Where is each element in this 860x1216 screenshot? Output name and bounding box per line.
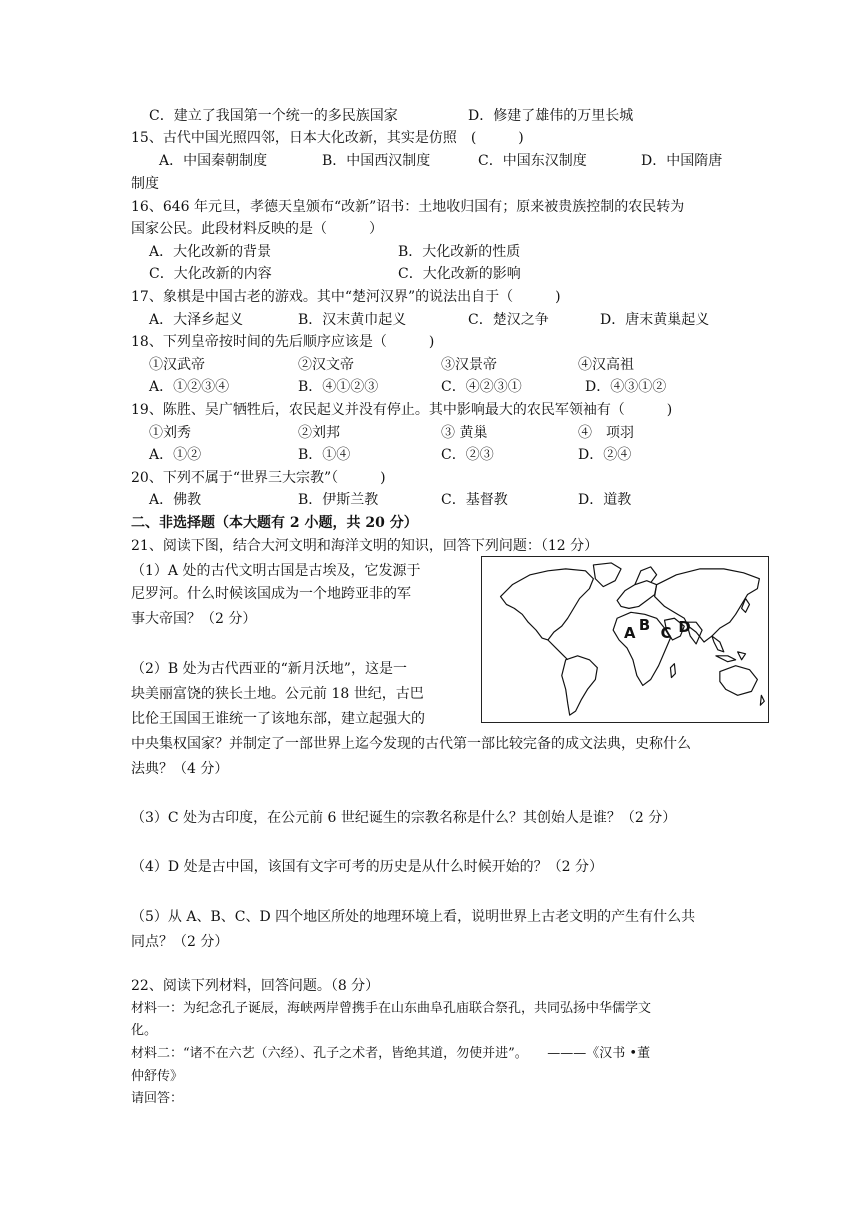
greenland-outline (593, 563, 621, 587)
map-label-b: B (638, 617, 651, 635)
q18-option-c: C．④②③① (441, 379, 522, 395)
q15-option-d: D．中国隋唐 (641, 153, 723, 169)
q17-stem: 17、象棋是中国古老的游戏。其中“楚河汉界”的说法出自于（ ) (131, 289, 561, 305)
q20-option-d: D．道教 (578, 492, 632, 508)
q18-item-3: ③汉景帝 (441, 357, 497, 373)
q18-item-4: ④汉高祖 (578, 357, 634, 373)
q21-stem: 21、阅读下图，结合大河文明和海洋文明的知识，回答下列问题：（12 分） (131, 538, 599, 554)
q15-option-d-cont: 制度 (131, 176, 159, 192)
q16-option-b: B．大化改新的性质 (398, 244, 521, 260)
q19-item-1: ①刘秀 (149, 425, 191, 441)
q18-option-a: A．①②③④ (149, 379, 230, 395)
q18-item-2: ②汉文帝 (298, 357, 354, 373)
q21-part5-line2: 同点？（2 分） (131, 934, 229, 950)
q20-option-b: B．伊斯兰教 (298, 492, 379, 508)
q17-option-a: A．大泽乡起义 (149, 312, 244, 328)
q14-option-c: C．建立了我国第一个统一的多民族国家 (149, 108, 398, 124)
world-map-figure (481, 556, 769, 723)
q19-item-4: ④ 项羽 (578, 425, 634, 441)
q16-option-d: C．大化改新的影响 (398, 266, 521, 282)
scandinavia-outline (635, 567, 657, 585)
q21-part1-line1: （1）A 处的古代文明古国是古埃及，它发源于 (131, 563, 421, 579)
q19-stem: 19、陈胜、吴广牺牲后，农民起义并没有停止。其中影响最大的农民军领袖有（ ) (131, 402, 673, 418)
q19-option-d: D．②④ (578, 447, 632, 463)
new-zealand-outline (760, 695, 764, 705)
q19-item-3: ③ 黄巢 (441, 425, 488, 441)
q17-option-b: B．汉末黄巾起义 (298, 312, 407, 328)
q15-option-c: C．中国东汉制度 (478, 153, 587, 169)
q21-part5-line1: （5）从 A、B、C、D 四个地区所处的地理环境上看，说明世界上古老文明的产生有什么共 (131, 909, 696, 925)
q15-option-b: B．中国西汉制度 (322, 153, 431, 169)
q18-option-b: B．④①②③ (298, 379, 379, 395)
question-prompt: 请回答： (131, 1091, 184, 1106)
q21-part4: （4）D 处是古中国，该国有文字可考的历史是从什么时候开始的？（2 分） (131, 859, 603, 875)
q18-option-d: D．④③①② (585, 379, 667, 395)
map-label-a: A (624, 625, 636, 643)
material-2-line1: 材料二：“诸不在六艺（六经）、孔子之术者，皆绝其道，勿使并进”。 ———《汉书 •董 (131, 1046, 651, 1061)
q16-stem: 16、646 年元旦，孝德天皇颁布“改新”诏书：土地收归国有；原来被贵族控制的农民转为 (131, 199, 685, 215)
q19-item-2: ②刘邦 (298, 425, 340, 441)
q22-stem: 22、阅读下列材料，回答问题。（8 分） (131, 978, 380, 994)
q15-stem: 15、古代中国光照四邻，日本大化改新，其实是仿照 ( ) (131, 130, 524, 146)
q18-stem: 18、下列皇帝按时间的先后顺序应该是（ ) (131, 334, 435, 350)
q21-part2-line3: 比伦王国国王谁统一了该地东部，建立起强大的 (131, 711, 425, 727)
japan-outline (742, 598, 750, 612)
q21-part1-line3: 事大帝国？（2 分） (131, 611, 257, 627)
europe-outline (617, 581, 657, 609)
indonesia-outline (716, 652, 746, 662)
north-america-outline (501, 569, 594, 640)
q21-part2-line1: （2）B 处为古代西亚的“新月沃地”，这是一 (131, 661, 407, 677)
q16-option-c: C．大化改新的内容 (149, 266, 272, 282)
q19-option-c: C．②③ (441, 447, 494, 463)
south-america-outline (562, 656, 598, 715)
q19-option-a: A．①② (149, 447, 202, 463)
q20-stem: 20、下列不属于“世界三大宗教”（ ) (131, 470, 386, 486)
q19-option-b: B．①④ (298, 447, 351, 463)
world-map-drawing (482, 557, 768, 722)
q14-option-d: D．修建了雄伟的万里长城 (468, 108, 634, 124)
q21-part1-line2: 尼罗河。什么时候该国成为一个地跨亚非的军 (131, 586, 411, 602)
q18-item-1: ①汉武帝 (149, 357, 205, 373)
section-heading: 二、非选择题（本大题有 2 小题，共 20 分） (131, 515, 418, 531)
material-1-line2: 化。 (131, 1023, 158, 1038)
central-america-outline (548, 640, 568, 660)
madagascar-outline (670, 664, 675, 678)
q15-option-a: A．中国秦朝制度 (159, 153, 268, 169)
q20-option-a: A．佛教 (149, 492, 202, 508)
map-label-d: D (678, 619, 691, 637)
material-2-line2: 仲舒传》 (131, 1069, 184, 1084)
q20-option-c: C．基督教 (441, 492, 508, 508)
q17-option-d: D．唐末黄巢起义 (600, 312, 710, 328)
q16-option-a: A．大化改新的背景 (149, 244, 272, 260)
q21-part2-line4: 中央集权国家？并制定了一部世界上迄今发现的古代第一部比较完备的成文法典，史称什么 (131, 736, 691, 752)
q21-part3: （3）C 处为古印度，在公元前 6 世纪诞生的宗教名称是什么？其创始人是谁？（2 分） (131, 810, 677, 826)
q17-option-c: C．楚汉之争 (468, 312, 549, 328)
map-label-c: C (660, 625, 672, 643)
q21-part2-line2: 块美丽富饶的狭长土地。公元前 18 世纪，古巴 (131, 686, 424, 702)
q16-stem-cont: 国家公民。此段材料反映的是（ ） (131, 221, 383, 237)
material-1-line1: 材料一：为纪念孔子诞辰，海峡两岸曾携手在山东曲阜孔庙联合祭孔，共同弘扬中华儒学文 (131, 1001, 652, 1016)
southeast-asia-outline (712, 636, 724, 652)
q21-part2-line5: 法典？（4 分） (131, 761, 229, 777)
australia-outline (720, 666, 758, 696)
